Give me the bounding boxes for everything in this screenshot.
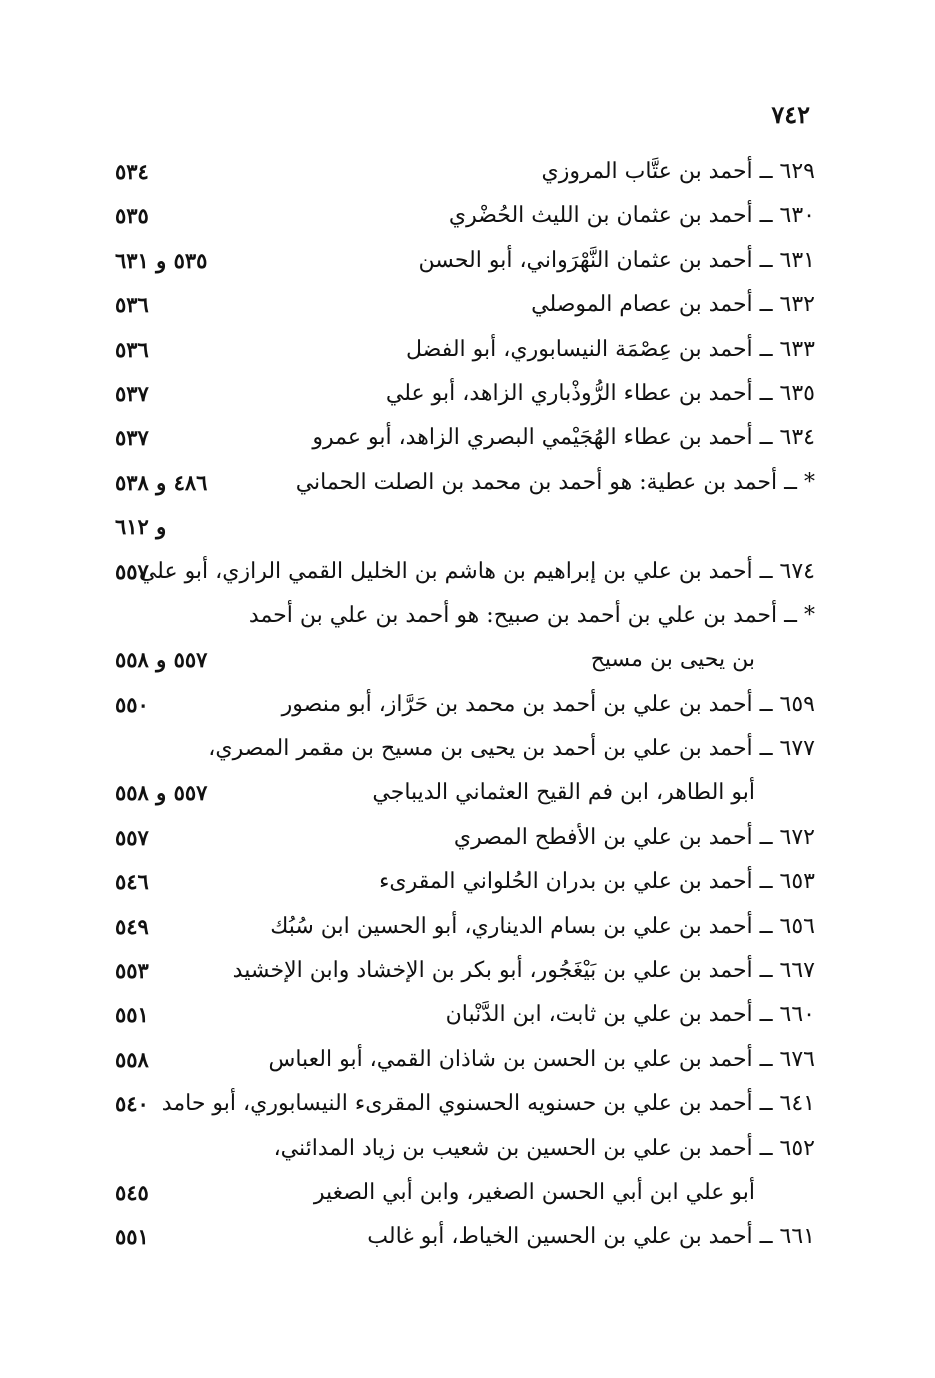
index-entry (115, 550, 815, 594)
entry-text: بن يحيى بن مسيح (590, 647, 755, 673)
index-entry (115, 505, 815, 549)
index-entry (115, 150, 815, 194)
index-entry (115, 993, 815, 1037)
index-entry (115, 594, 815, 638)
entry-pages: ٥٥٧ و ٥٥٨ (115, 647, 208, 673)
entry-pages: ٥٤٠ (115, 1091, 149, 1117)
index-entry (115, 816, 815, 860)
entry-pages: ٥٥٨ (115, 1046, 149, 1072)
entry-pages: ٥٥٠ (115, 691, 149, 717)
entry-text: * ــ أحمد بن عطية: هو أحمد بن محمد بن الصلت الحماني (295, 469, 815, 495)
index-entry (115, 239, 815, 283)
entry-pages: ٥٤٩ (115, 913, 149, 939)
entry-text: * ــ أحمد بن علي بن أحمد بن صبيح: هو أحمد بن علي بن أحمد (248, 602, 815, 628)
entry-pages: ٥٥١ (115, 1224, 149, 1250)
entry-text: ٦٧٤ ــ أحمد بن علي بن إبراهيم بن هاشم بن الخليل القمي الرازي، أبو علي (138, 558, 815, 584)
page-number: ٧٤٢ (771, 100, 810, 129)
entry-text: ٦٧٢ ــ أحمد بن علي بن الأفطح المصري (453, 824, 815, 850)
entry-pages: ٥٣٧ (115, 425, 149, 451)
entry-pages: ٥٣٦ (115, 336, 149, 362)
index-entry (115, 683, 815, 727)
entry-text: ٦٥٢ ــ أحمد بن علي بن الحسين بن شعيب بن زياد المدائني، (273, 1135, 815, 1161)
entry-text: ٦٦١ ــ أحمد بن علي بن الحسين الخياط، أبو غالب (367, 1224, 815, 1250)
entry-pages: ٥٥٣ (115, 958, 149, 984)
index-entry (115, 1127, 815, 1171)
index-entry (115, 372, 815, 416)
entry-text: ٦٤١ ــ أحمد بن علي بن حسنويه الحسنوي المقرىء النيسابوري، أبو حامد (161, 1091, 815, 1117)
index-entry (115, 949, 815, 993)
index-entry (115, 416, 815, 460)
entry-text: ٦٧٧ ــ أحمد بن علي بن أحمد بن يحيى بن مسيح بن مقمر المصري، (208, 736, 815, 762)
entry-pages: ٥٥٧ (115, 824, 149, 850)
entry-text: أبو علي ابن أبي الحسن الصغير، وابن أبي الصغير (313, 1179, 755, 1205)
entry-text: ٦٥٣ ــ أحمد بن علي بن بدران الحُلواني المقرىء (379, 869, 815, 895)
index-entry (115, 1038, 815, 1082)
index-entry (115, 1171, 815, 1215)
index-entry (115, 860, 815, 904)
entry-text: ٦٥٦ ــ أحمد بن علي بن بسام الديناري، أبو الحسين ابن سُبُك (270, 913, 815, 939)
index-list (115, 150, 815, 1260)
entry-pages: ٥٤٥ (115, 1179, 149, 1205)
entry-text: ٦٣١ ــ أحمد بن عثمان النَّهْرَواني، أبو الحسن (418, 247, 815, 273)
entry-pages: و ٦١٢ (115, 514, 167, 540)
index-entry (115, 771, 815, 815)
entry-pages: ٥٣٧ (115, 380, 149, 406)
entry-pages: ٥٥١ (115, 1002, 149, 1028)
entry-text: ٦٣٣ ــ أحمد بن عِصْمَة النيسابوري، أبو الفضل (405, 336, 815, 362)
entry-pages: ٥٣٥ (115, 203, 149, 229)
entry-text: ٦٦٠ ــ أحمد بن علي بن ثابت، ابن الدَّنْبان (445, 1002, 815, 1028)
entry-pages: ٥٣٥ و ٦٣١ (115, 247, 208, 273)
entry-text: ٦٣٠ ــ أحمد بن عثمان بن الليث الحُضْري (448, 203, 815, 229)
entry-text: ٦٣٥ ــ أحمد بن عطاء الرُّوذْباري الزاهد، أبو علي (385, 380, 815, 406)
index-entry (115, 1215, 815, 1259)
entry-pages: ٥٥٧ و ٥٥٨ (115, 780, 208, 806)
entry-pages: ٥٣٤ (115, 159, 149, 184)
index-entry (115, 461, 815, 505)
index-entry (115, 727, 815, 771)
entry-pages: ٥٤٦ (115, 869, 149, 895)
index-entry (115, 283, 815, 327)
index-entry (115, 638, 815, 682)
entry-text: ٦٣٤ ــ أحمد بن عطاء الهُجَيْمي البصري الزاهد، أبو عمرو (312, 425, 815, 451)
index-entry (115, 905, 815, 949)
entry-pages: ٥٣٦ (115, 292, 149, 318)
entry-text: ٦٦٧ ــ أحمد بن علي بن بَيْغَجُور، أبو بكر بن الإخشاد وابن الإخشيد (232, 958, 815, 984)
entry-text: ٦٥٩ ــ أحمد بن علي بن أحمد بن محمد بن حَرَّاز، أبو منصور (281, 691, 815, 717)
index-entry (115, 1082, 815, 1126)
entry-text: ٦٢٩ ــ أحمد بن عتَّاب المروزي (541, 159, 815, 184)
entry-text: أبو الطاهر، ابن فم القيح العثماني الديباجي (372, 780, 755, 806)
index-entry (115, 328, 815, 372)
index-entry (115, 194, 815, 238)
entry-pages: ٤٨٦ و ٥٣٨ (115, 469, 208, 495)
entry-text: ٦٣٢ ــ أحمد بن عصام الموصلي (531, 292, 815, 318)
entry-pages: ٥٥٧ (115, 558, 149, 584)
entry-text: ٦٧٦ ــ أحمد بن علي بن الحسن بن شاذان القمي، أبو العباس (268, 1046, 815, 1072)
